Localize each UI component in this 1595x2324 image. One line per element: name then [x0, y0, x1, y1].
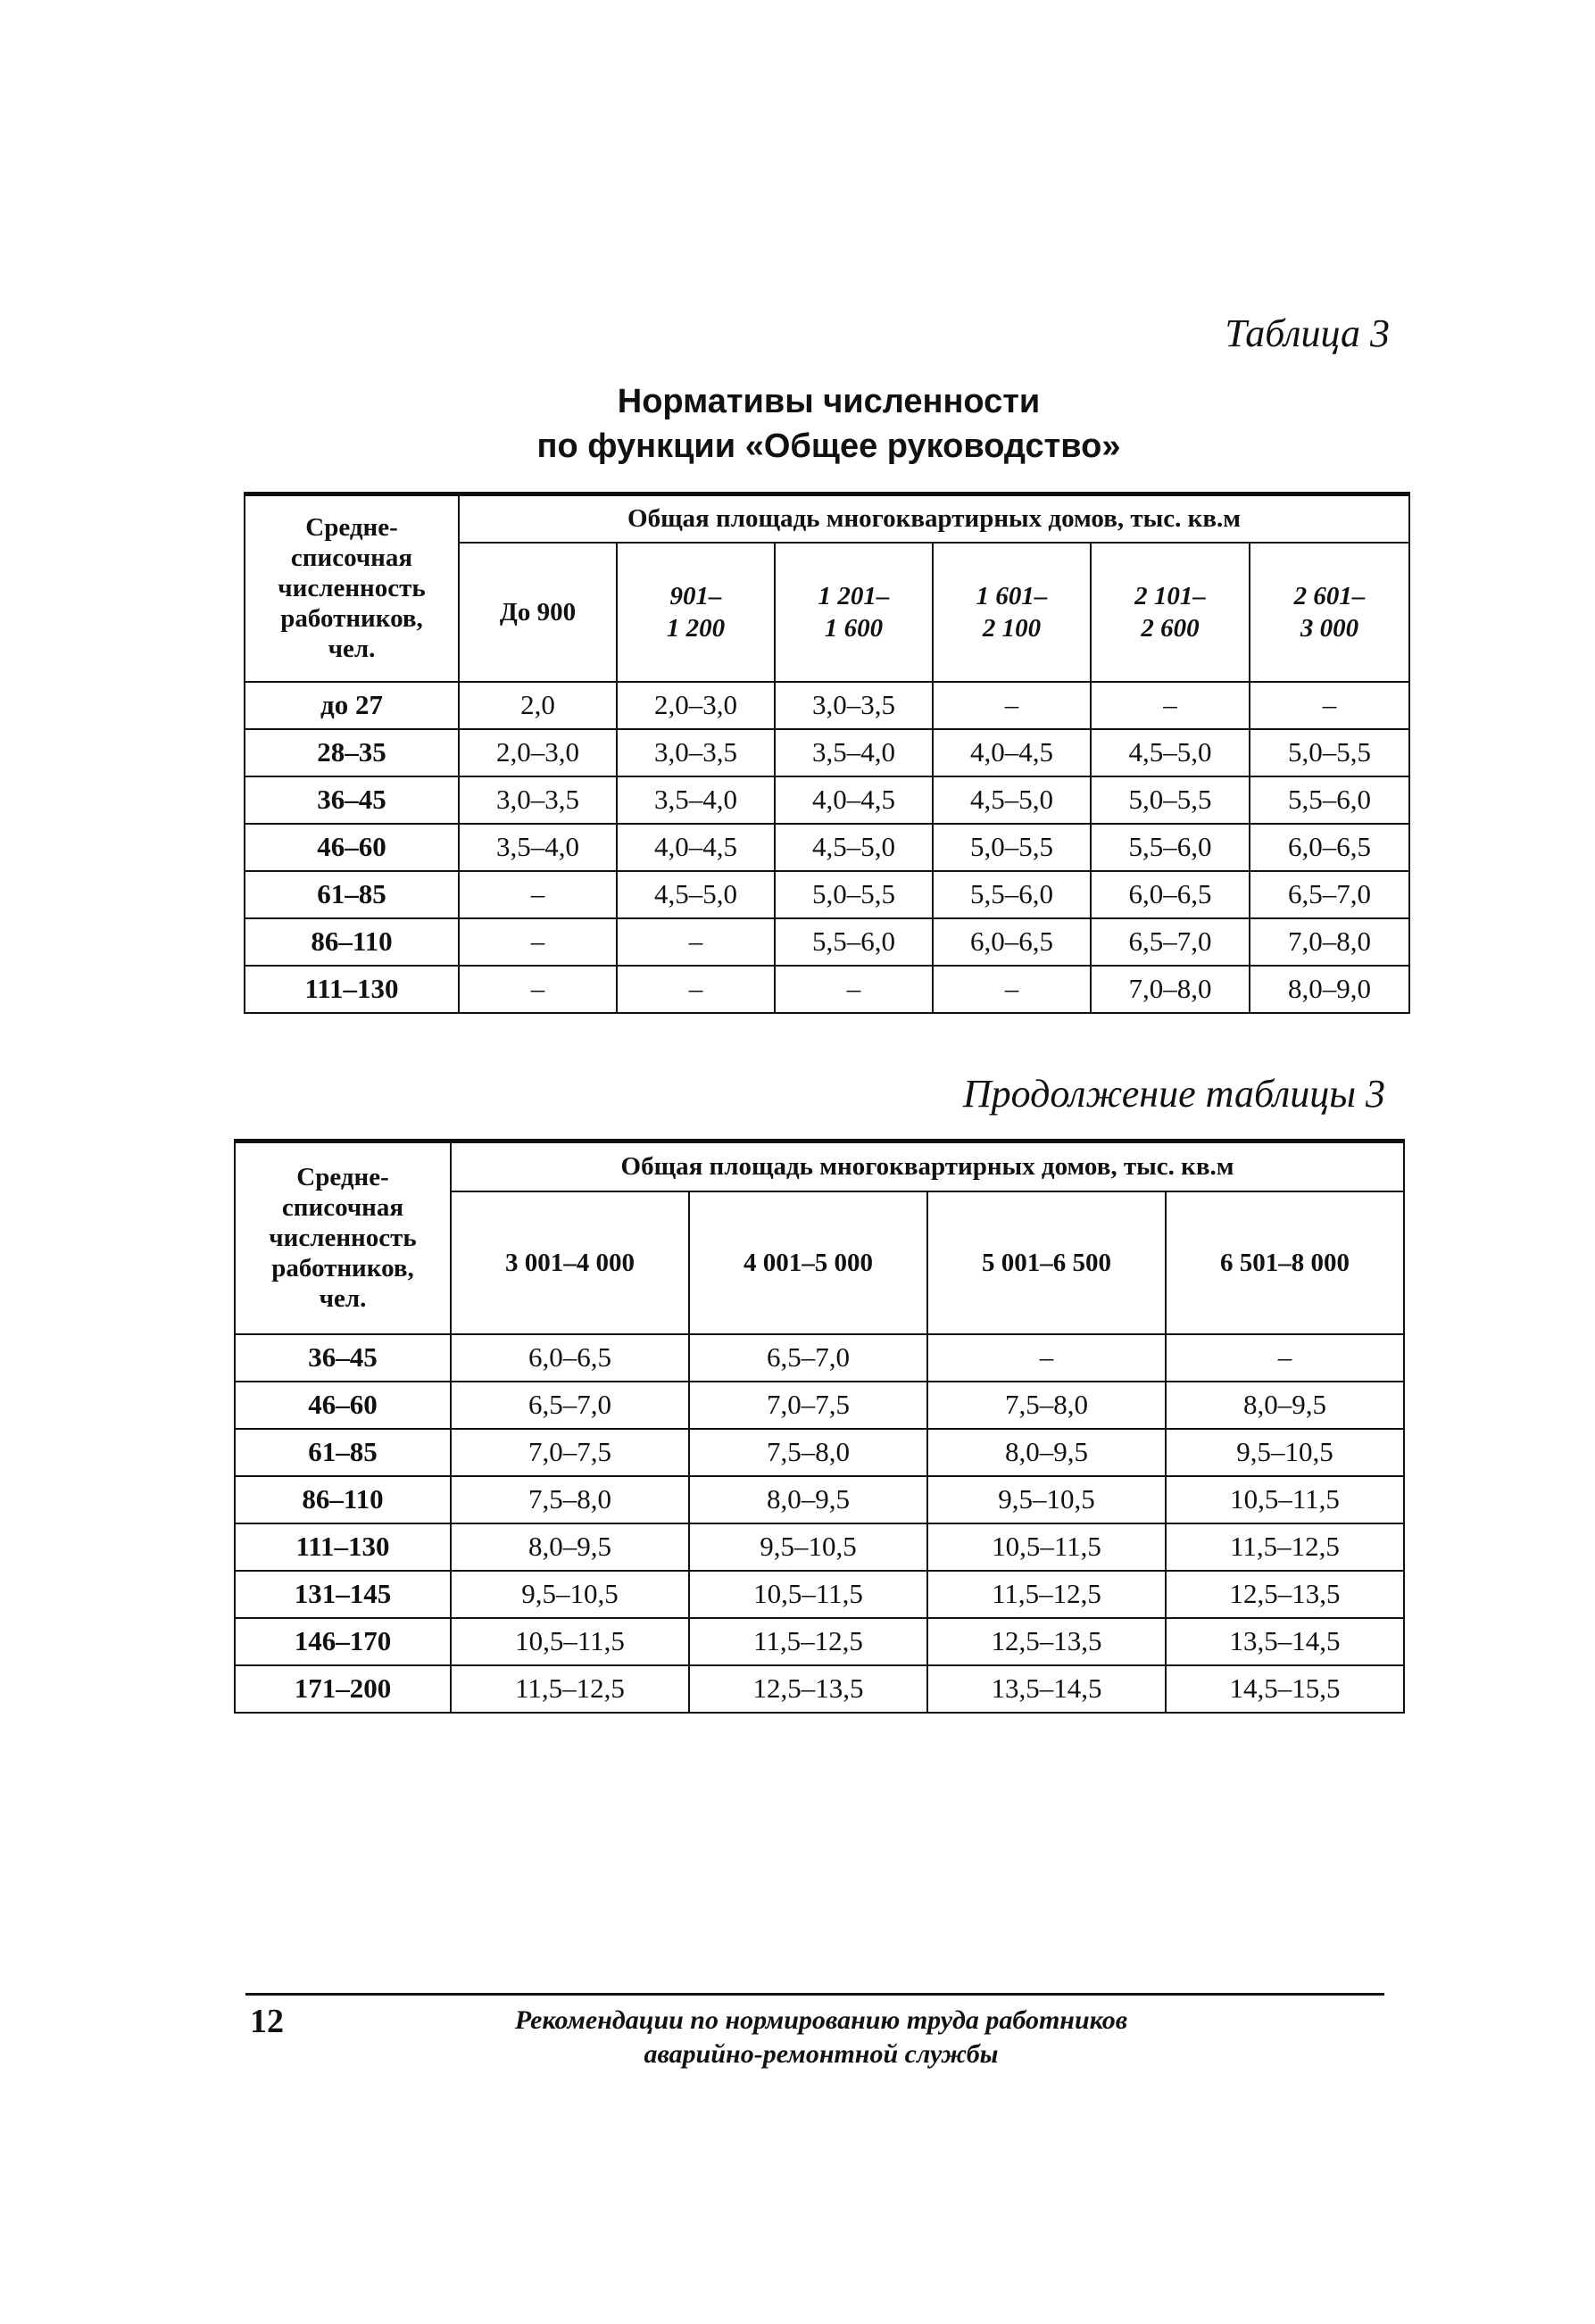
- row-label: 111–130: [235, 1523, 451, 1571]
- row-label: 28–35: [245, 729, 459, 776]
- row-label: 46–60: [235, 1382, 451, 1429]
- table-row: [235, 1382, 1404, 1429]
- table-row: [235, 1665, 1404, 1713]
- footer-line2: аварийно-ремонтной службы: [644, 2039, 999, 2069]
- table-cell: 8,0–9,5: [927, 1429, 1166, 1476]
- table-cell: –: [459, 918, 617, 966]
- table-cell: 7,5–8,0: [689, 1429, 927, 1476]
- table-cell: 8,0–9,5: [1166, 1382, 1404, 1429]
- table-cell: 8,0–9,0: [1250, 966, 1409, 1013]
- footer-rule: [245, 1993, 1384, 1996]
- table-row: [235, 1429, 1404, 1476]
- table-cell: 9,5–10,5: [451, 1571, 689, 1618]
- table-cell: 12,5–13,5: [689, 1665, 927, 1713]
- table-cell: 6,5–7,0: [689, 1334, 927, 1382]
- footer-line1: Рекомендации по нормированию труда работников: [514, 2005, 1128, 2035]
- table-row: [235, 1476, 1404, 1523]
- column-header: [459, 543, 617, 682]
- column-header: [617, 543, 775, 682]
- row-label: 36–45: [235, 1334, 451, 1382]
- table-cell: 11,5–12,5: [451, 1665, 689, 1713]
- table-cell: 13,5–14,5: [927, 1665, 1166, 1713]
- stub-header: [245, 494, 459, 682]
- table-cell: 4,5–5,0: [775, 824, 933, 871]
- table-cell: 6,0–6,5: [1091, 871, 1250, 918]
- stub-header-line: работников,: [280, 604, 423, 634]
- row-label: 131–145: [235, 1571, 451, 1618]
- table-cell: 11,5–12,5: [1166, 1523, 1404, 1571]
- stub-header-line: списочная: [290, 544, 413, 573]
- row-label: 146–170: [235, 1618, 451, 1665]
- stub-header-line: чел.: [319, 1284, 367, 1314]
- stub-header-line: Средне-: [305, 513, 398, 543]
- norms-table-1: [244, 492, 1410, 1014]
- table-cell: 6,0–6,5: [933, 918, 1091, 966]
- table-row: [235, 1523, 1404, 1571]
- table-cell: 3,0–3,5: [459, 776, 617, 824]
- table-cell: 3,5–4,0: [617, 776, 775, 824]
- table-cell: 5,0–5,5: [1250, 729, 1409, 776]
- table-cell: 7,0–8,0: [1091, 966, 1250, 1013]
- table-cell: –: [617, 966, 775, 1013]
- running-footer: [482, 2004, 1160, 2071]
- table-row: [245, 966, 1409, 1013]
- table-cell: 14,5–15,5: [1166, 1665, 1404, 1713]
- group-header: Общая площадь многоквартирных домов, тыс. кв.м: [451, 1141, 1404, 1191]
- table-cell: –: [459, 966, 617, 1013]
- stub-header: [235, 1141, 451, 1334]
- table-cell: 2,0–3,0: [617, 682, 775, 729]
- table-cell: 3,5–4,0: [775, 729, 933, 776]
- table-cell: 5,0–5,5: [1091, 776, 1250, 824]
- table-cell: 7,0–7,5: [451, 1429, 689, 1476]
- column-header-line: 3 000: [1300, 613, 1359, 643]
- table-cell: –: [1091, 682, 1250, 729]
- table-cell: 5,0–5,5: [933, 824, 1091, 871]
- continuation-label: Продолжение таблицы 3: [962, 1072, 1385, 1116]
- table-cell: –: [1250, 682, 1409, 729]
- table-row: [235, 1571, 1404, 1618]
- table-row: [245, 824, 1409, 871]
- table-cell: –: [459, 871, 617, 918]
- table-cell: –: [617, 918, 775, 966]
- column-header: 3 001–4 000: [451, 1191, 689, 1334]
- column-header: 5 001–6 500: [927, 1191, 1166, 1334]
- group-header: Общая площадь многоквартирных домов, тыс. кв.м: [459, 494, 1409, 543]
- table-row: [235, 1334, 1404, 1382]
- column-header: [775, 543, 933, 682]
- table-cell: 9,5–10,5: [689, 1523, 927, 1571]
- table-cell: 6,0–6,5: [1250, 824, 1409, 871]
- table-cell: 5,5–6,0: [1091, 824, 1250, 871]
- table-cell: 6,5–7,0: [1250, 871, 1409, 918]
- row-label: 36–45: [245, 776, 459, 824]
- stub-header-line: работников,: [271, 1254, 414, 1283]
- table-cell: –: [927, 1334, 1166, 1382]
- table-cell: 12,5–13,5: [1166, 1571, 1404, 1618]
- table-cell: 4,0–4,5: [775, 776, 933, 824]
- table-cell: 2,0: [459, 682, 617, 729]
- table-cell: 5,5–6,0: [775, 918, 933, 966]
- stub-header-line: численность: [269, 1224, 417, 1253]
- row-label: 46–60: [245, 824, 459, 871]
- column-header-line: 2 100: [982, 613, 1042, 643]
- table-cell: –: [933, 966, 1091, 1013]
- table-cell: 10,5–11,5: [1166, 1476, 1404, 1523]
- table-cell: 7,5–8,0: [451, 1476, 689, 1523]
- column-header: [1091, 543, 1250, 682]
- table-cell: 2,0–3,0: [459, 729, 617, 776]
- column-header: 4 001–5 000: [689, 1191, 927, 1334]
- table-row: [245, 682, 1409, 729]
- column-header-line: 1 201–: [818, 581, 890, 610]
- page-number: 12: [250, 2003, 284, 2040]
- norms-table-2: [234, 1139, 1405, 1714]
- stub-header-line: чел.: [328, 635, 376, 664]
- table-cell: 11,5–12,5: [689, 1618, 927, 1665]
- row-label: 61–85: [245, 871, 459, 918]
- column-header: [1250, 543, 1409, 682]
- table-cell: 10,5–11,5: [689, 1571, 927, 1618]
- column-header-line: До 900: [499, 597, 577, 627]
- table-cell: 10,5–11,5: [451, 1618, 689, 1665]
- column-header-line: 1 601–: [976, 581, 1048, 610]
- column-header-line: 1 200: [666, 613, 726, 643]
- table-cell: 6,0–6,5: [451, 1334, 689, 1382]
- table-row: [245, 729, 1409, 776]
- column-header-line: 2 101–: [1134, 581, 1206, 610]
- table-cell: 7,0–8,0: [1250, 918, 1409, 966]
- table-title-line2: по функции «Общее руководство»: [536, 427, 1121, 465]
- column-header-line: 2 601–: [1293, 581, 1366, 610]
- table-cell: 4,5–5,0: [617, 871, 775, 918]
- table-row: [245, 776, 1409, 824]
- table-title-line1: Нормативы численности: [617, 383, 1041, 420]
- column-header-line: 901–: [669, 581, 722, 610]
- table-cell: 7,0–7,5: [689, 1382, 927, 1429]
- table-cell: 8,0–9,5: [451, 1523, 689, 1571]
- stub-header-line: Средне-: [296, 1163, 389, 1192]
- row-label: 171–200: [235, 1665, 451, 1713]
- row-label: до 27: [245, 682, 459, 729]
- table-cell: 4,0–4,5: [617, 824, 775, 871]
- table-cell: 4,0–4,5: [933, 729, 1091, 776]
- table-cell: 6,5–7,0: [1091, 918, 1250, 966]
- table-cell: 9,5–10,5: [927, 1476, 1166, 1523]
- column-header: [933, 543, 1091, 682]
- table-cell: 4,5–5,0: [933, 776, 1091, 824]
- table-row: [245, 918, 1409, 966]
- table-label: Таблица 3: [1225, 311, 1390, 355]
- table-cell: 5,0–5,5: [775, 871, 933, 918]
- table-cell: 10,5–11,5: [927, 1523, 1166, 1571]
- table-row: [235, 1618, 1404, 1665]
- table-cell: 6,5–7,0: [451, 1382, 689, 1429]
- table-cell: 12,5–13,5: [927, 1618, 1166, 1665]
- table-cell: 11,5–12,5: [927, 1571, 1166, 1618]
- table-cell: 13,5–14,5: [1166, 1618, 1404, 1665]
- table-cell: –: [933, 682, 1091, 729]
- row-label: 86–110: [245, 918, 459, 966]
- row-label: 111–130: [245, 966, 459, 1013]
- table-cell: 7,5–8,0: [927, 1382, 1166, 1429]
- table-cell: 4,5–5,0: [1091, 729, 1250, 776]
- table-cell: –: [775, 966, 933, 1013]
- table-row: [245, 871, 1409, 918]
- column-header-line: 2 600: [1141, 613, 1200, 643]
- table-cell: 3,0–3,5: [775, 682, 933, 729]
- table-cell: 9,5–10,5: [1166, 1429, 1404, 1476]
- row-label: 86–110: [235, 1476, 451, 1523]
- table-cell: –: [1166, 1334, 1404, 1382]
- table-cell: 5,5–6,0: [933, 871, 1091, 918]
- table-cell: 3,0–3,5: [617, 729, 775, 776]
- stub-header-line: численность: [278, 574, 426, 603]
- table-cell: 3,5–4,0: [459, 824, 617, 871]
- table-cell: 8,0–9,5: [689, 1476, 927, 1523]
- stub-header-line: списочная: [281, 1193, 404, 1223]
- table-cell: 5,5–6,0: [1250, 776, 1409, 824]
- row-label: 61–85: [235, 1429, 451, 1476]
- column-header-line: 1 600: [824, 613, 884, 643]
- column-header: 6 501–8 000: [1166, 1191, 1404, 1334]
